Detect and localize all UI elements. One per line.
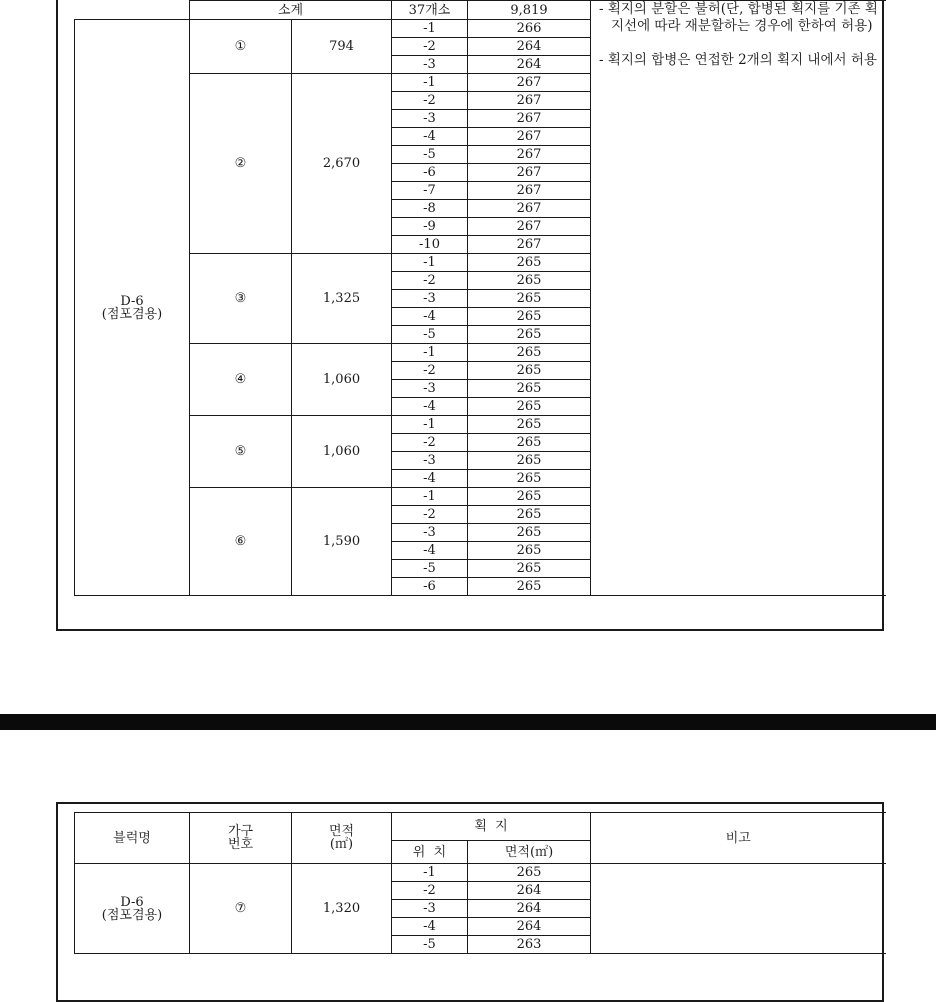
remark-note: - 획지의 합병은 연접한 2개의 획지 내에서 허용	[599, 52, 877, 68]
house-number: ②	[190, 74, 292, 254]
header-block-name: 블럭명	[75, 813, 190, 864]
subtotal-label: 소계	[190, 1, 392, 20]
lot-area: 267	[468, 164, 591, 182]
lot-area: 265	[468, 578, 591, 596]
lot-area: 264	[468, 38, 591, 56]
lot-position: -4	[392, 918, 468, 936]
lot-position: -2	[392, 92, 468, 110]
house-area: 1,325	[292, 254, 392, 344]
lot-position: -2	[392, 434, 468, 452]
lot-position: -5	[392, 936, 468, 954]
lot-position: -8	[392, 200, 468, 218]
lot-area: 264	[468, 900, 591, 918]
lot-area: 265	[468, 542, 591, 560]
page-separator-band	[0, 714, 936, 730]
house-area: 1,320	[292, 864, 392, 954]
remarks-notes	[591, 1, 886, 596]
block-use: (점포겸용)	[101, 907, 163, 923]
subtotal-area: 9,819	[468, 1, 591, 20]
lot-area: 267	[468, 236, 591, 254]
lot-area: 264	[468, 918, 591, 936]
lot-area: 265	[468, 506, 591, 524]
subtotal-row	[75, 1, 886, 20]
lot-area: 265	[468, 326, 591, 344]
lot-position: -3	[392, 900, 468, 918]
lot-area: 267	[468, 92, 591, 110]
lot-table-top	[74, 0, 886, 596]
lot-area: 265	[468, 560, 591, 578]
lot-position: -10	[392, 236, 468, 254]
lot-position: -5	[392, 146, 468, 164]
lot-area: 265	[468, 434, 591, 452]
lot-position: -3	[392, 524, 468, 542]
lot-area: 265	[468, 344, 591, 362]
lot-area: 263	[468, 936, 591, 954]
lot-area: 267	[468, 182, 591, 200]
block-name-cell	[75, 864, 190, 954]
lot-position: -4	[392, 308, 468, 326]
house-number: ④	[190, 344, 292, 416]
remarks-cell	[591, 864, 886, 954]
remark-note: - 획지의 분할은 불허(단, 합병된 획지를 기존 획지선에 따라 재분할하는 경우에 한하여 허용)	[599, 1, 878, 34]
lot-area: 267	[468, 218, 591, 236]
lot-position: -3	[392, 56, 468, 74]
header-remarks: 비고	[591, 813, 886, 864]
lot-position: -3	[392, 110, 468, 128]
lot-area: 267	[468, 74, 591, 92]
lot-position: -2	[392, 882, 468, 900]
lot-area: 267	[468, 200, 591, 218]
lot-position: -1	[392, 864, 468, 882]
lot-area: 265	[468, 488, 591, 506]
lot-area: 265	[468, 524, 591, 542]
lot-area: 267	[468, 110, 591, 128]
lot-position: -1	[392, 254, 468, 272]
house-number: ③	[190, 254, 292, 344]
header-lot-area: 면적(㎡)	[468, 841, 591, 864]
house-number: ①	[190, 20, 292, 74]
lot-position: -5	[392, 560, 468, 578]
block-use: (점포겸용)	[101, 306, 163, 322]
lot-position: -6	[392, 578, 468, 596]
blank-cell	[75, 1, 190, 20]
lot-position: -4	[392, 128, 468, 146]
lot-area: 265	[468, 272, 591, 290]
lot-position: -1	[392, 20, 468, 38]
lot-area: 265	[468, 308, 591, 326]
header-lot-position: 위 치	[392, 841, 468, 864]
header-row	[75, 813, 886, 841]
header-house-no: 가구 번호	[190, 813, 292, 864]
house-number: ⑤	[190, 416, 292, 488]
block-name-cell	[75, 20, 190, 596]
table-row	[75, 864, 886, 882]
lot-position: -3	[392, 380, 468, 398]
lot-area: 266	[468, 20, 591, 38]
lot-area: 267	[468, 146, 591, 164]
lot-area: 265	[468, 452, 591, 470]
header-lot: 획 지	[392, 813, 591, 841]
lot-area: 265	[468, 254, 591, 272]
lot-area: 265	[468, 380, 591, 398]
subtotal-count: 37개소	[392, 1, 468, 20]
lot-position: -2	[392, 38, 468, 56]
lot-position: -4	[392, 470, 468, 488]
house-number: ⑥	[190, 488, 292, 596]
house-number: ⑦	[190, 864, 292, 954]
house-area: 1,060	[292, 416, 392, 488]
lot-area: 265	[468, 290, 591, 308]
lot-area: 265	[468, 470, 591, 488]
lot-position: -1	[392, 74, 468, 92]
house-area: 1,590	[292, 488, 392, 596]
lot-position: -1	[392, 416, 468, 434]
lot-position: -2	[392, 272, 468, 290]
header-area: 면적 (㎡)	[292, 813, 392, 864]
lot-area: 265	[468, 864, 591, 882]
lot-position: -2	[392, 506, 468, 524]
lot-position: -4	[392, 398, 468, 416]
house-area: 1,060	[292, 344, 392, 416]
lot-position: -3	[392, 452, 468, 470]
block-name: D-6	[120, 293, 144, 309]
lot-area: 265	[468, 416, 591, 434]
lot-area: 264	[468, 56, 591, 74]
lot-area: 265	[468, 362, 591, 380]
lot-position: -9	[392, 218, 468, 236]
lot-table-bottom	[74, 812, 886, 954]
lot-position: -2	[392, 362, 468, 380]
lot-position: -5	[392, 326, 468, 344]
house-area: 2,670	[292, 74, 392, 254]
lot-position: -1	[392, 488, 468, 506]
lot-area: 267	[468, 128, 591, 146]
lot-position: -1	[392, 344, 468, 362]
house-area: 794	[292, 20, 392, 74]
block-name: D-6	[120, 894, 144, 910]
lot-position: -4	[392, 542, 468, 560]
lot-area: 265	[468, 398, 591, 416]
lot-position: -6	[392, 164, 468, 182]
lot-position: -7	[392, 182, 468, 200]
lot-area: 264	[468, 882, 591, 900]
lot-position: -3	[392, 290, 468, 308]
